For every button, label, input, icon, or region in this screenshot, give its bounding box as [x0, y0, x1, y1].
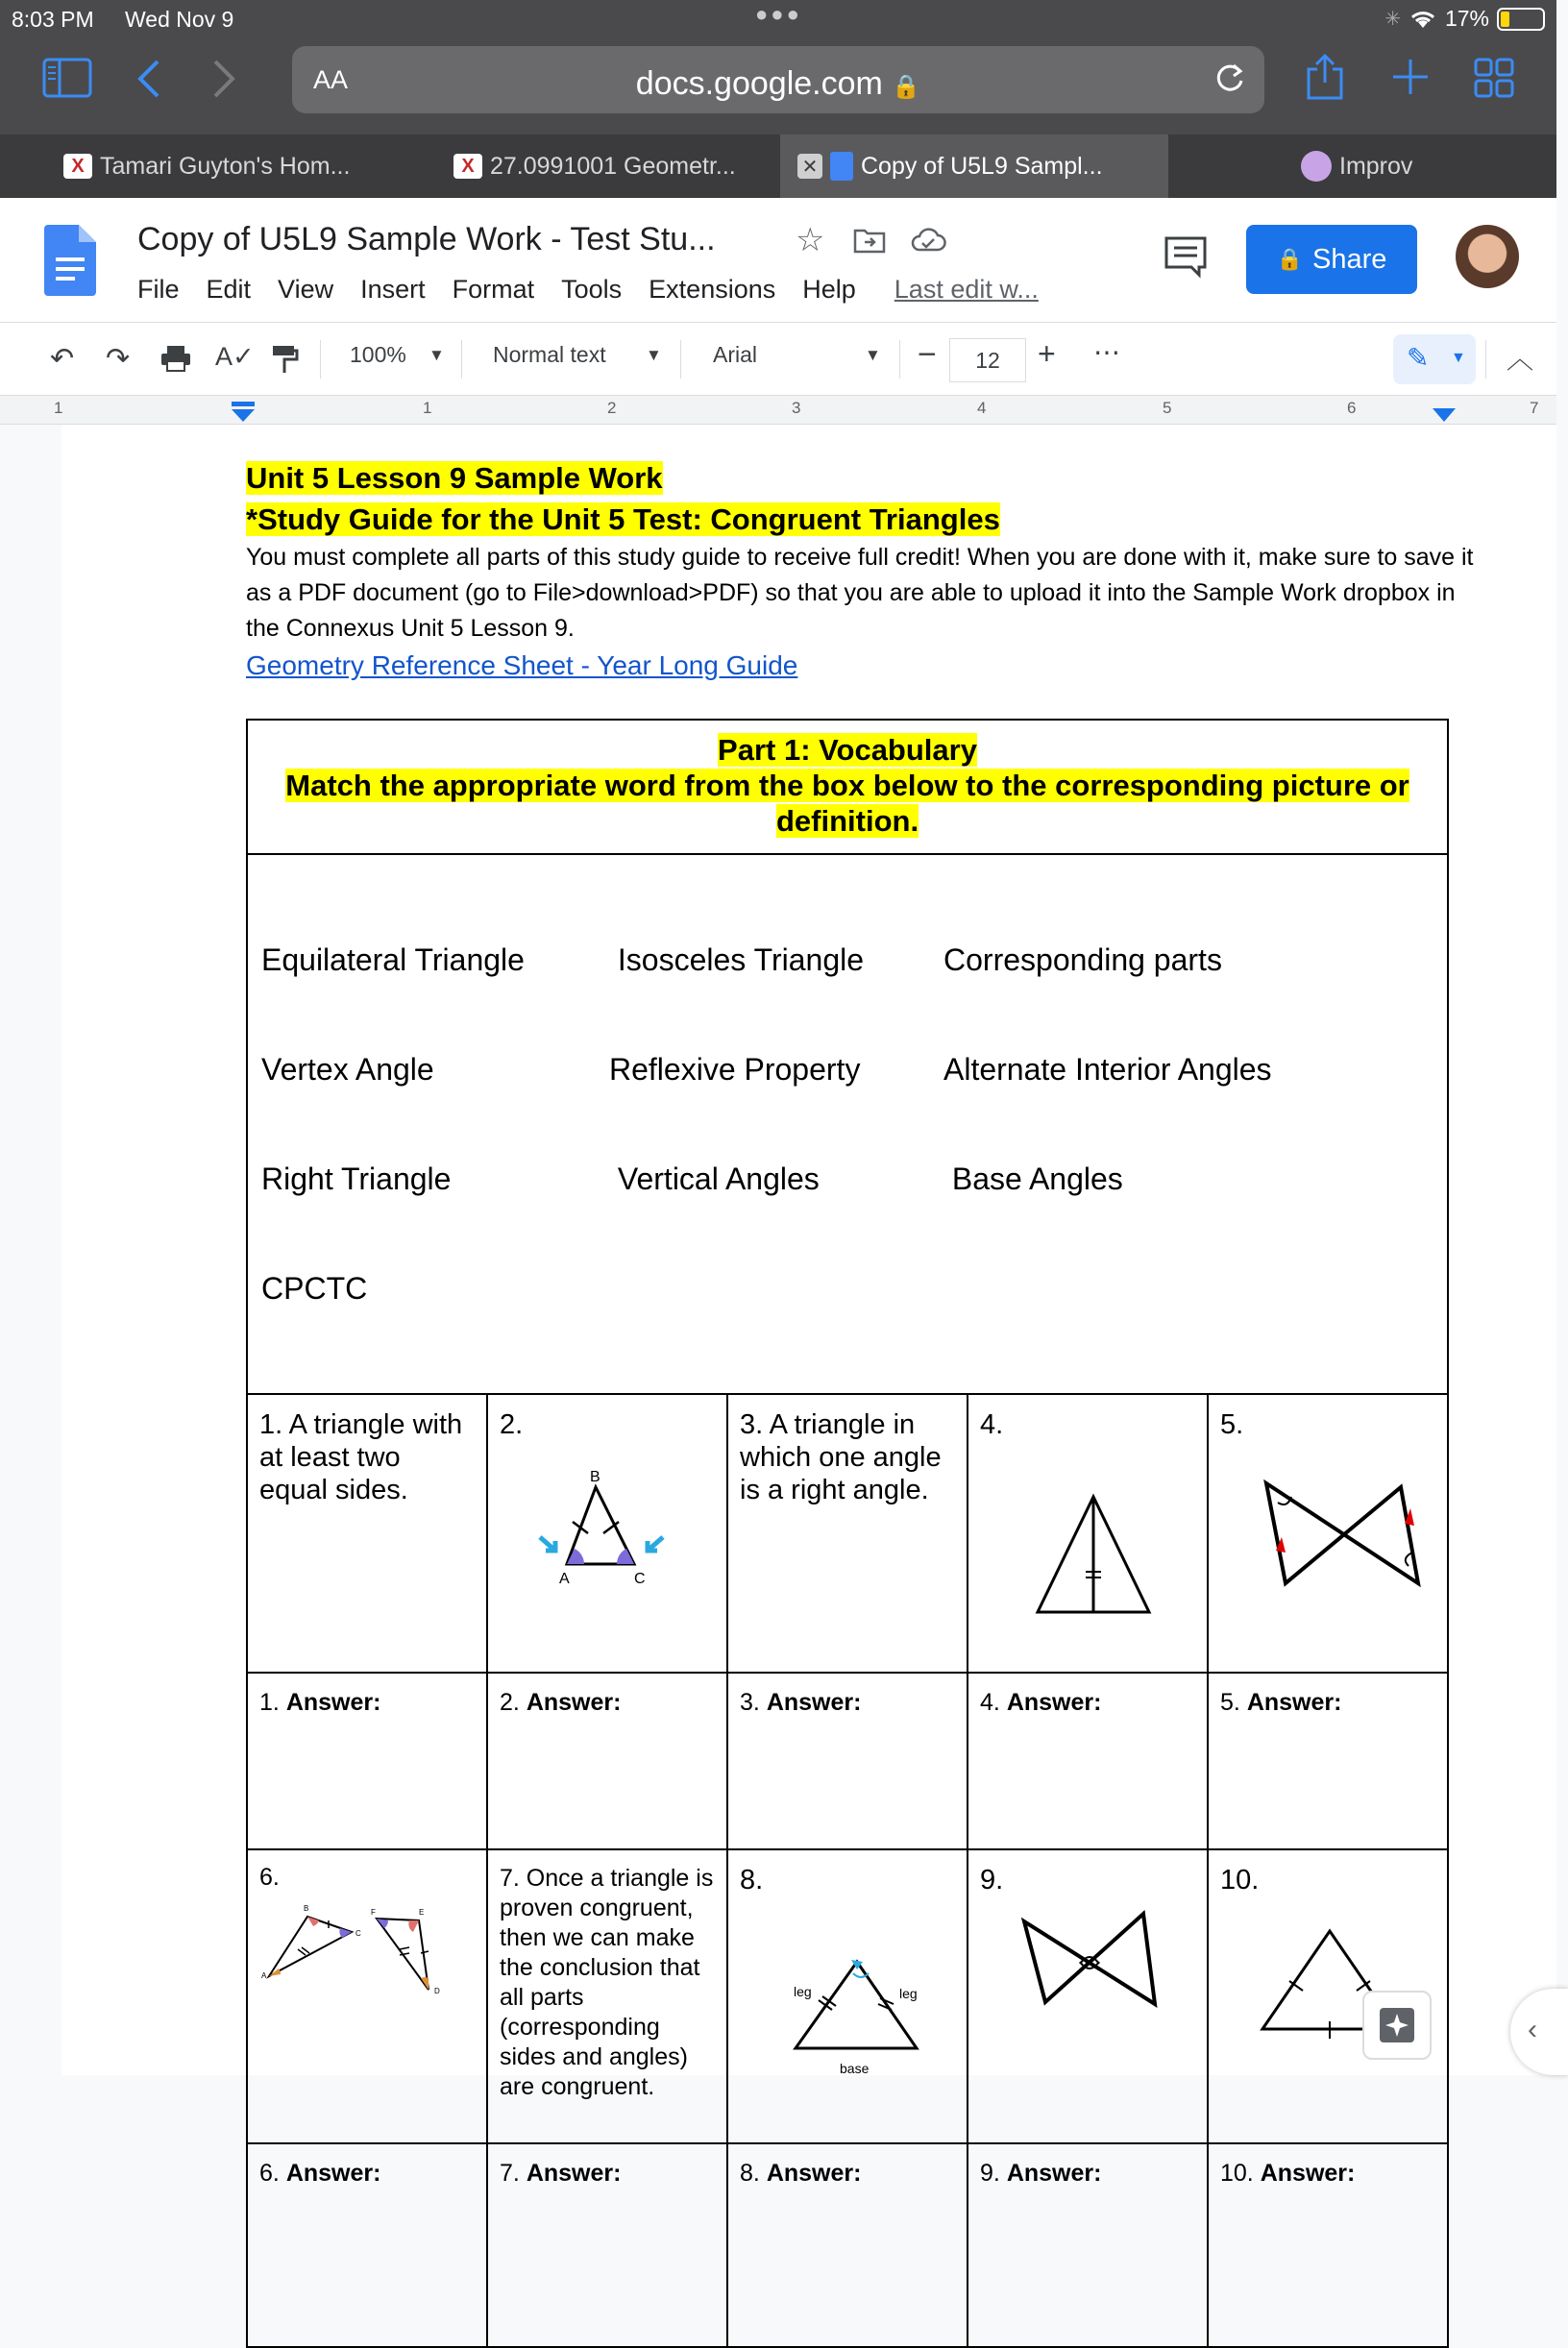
side-label: base — [840, 2061, 870, 2076]
question-3-text: 3. A triangle in which one angle is a right angle. — [740, 1409, 942, 1505]
move-icon[interactable] — [853, 227, 886, 254]
ruler-mark: 1 — [423, 399, 432, 417]
answer-cell-9[interactable] — [968, 2143, 1208, 2347]
forward-icon[interactable] — [209, 58, 238, 100]
word-bank-cell[interactable] — [247, 854, 1448, 1394]
battery-icon — [1497, 8, 1545, 31]
tab-docs-active[interactable] — [780, 135, 1168, 198]
word-bank-item: Reflexive Property — [609, 1052, 861, 1087]
last-edit-link[interactable]: Last edit w... — [894, 275, 1039, 304]
vertex-label: A — [261, 1971, 267, 1980]
word-bank-item: Right Triangle — [261, 1162, 452, 1196]
formatting-toolbar — [0, 323, 1556, 396]
menu-tools[interactable]: Tools — [561, 275, 623, 304]
tab-label: Copy of U5L9 Sampl... — [861, 152, 1103, 180]
question-cell-1[interactable] — [247, 1394, 487, 1673]
menu-file[interactable]: File — [137, 275, 180, 304]
heading-study-guide: *Study Guide for the Unit 5 Test: Congruent Triangles — [246, 502, 1000, 536]
answer-cell-8[interactable] — [727, 2143, 968, 2347]
answer-cell-10[interactable] — [1208, 2143, 1448, 2347]
tab-geometry[interactable] — [453, 135, 736, 198]
chevron-down-icon[interactable]: ▼ — [646, 346, 662, 364]
site-icon: X — [63, 154, 92, 179]
question-6-number: 6. — [259, 1864, 280, 1891]
reload-icon[interactable] — [1211, 60, 1249, 98]
isosceles-base-angles-figure — [500, 1449, 711, 1593]
answer-cell-4[interactable] — [968, 1673, 1208, 1849]
answer-9-label: 9. Answer: — [980, 2160, 1102, 2187]
ruler-mark: 2 — [607, 399, 617, 417]
word-bank-item: Corresponding parts — [943, 942, 1222, 977]
improv-favicon-icon — [1301, 151, 1332, 182]
answer-3-label: 3. Answer: — [740, 1689, 862, 1716]
chevron-down-icon[interactable]: ▼ — [865, 346, 881, 364]
more-options-icon[interactable]: ⋯ — [1093, 337, 1120, 367]
share-sheet-icon[interactable] — [1305, 54, 1345, 102]
vertex-label: A — [559, 1571, 570, 1587]
document-title[interactable]: Copy of U5L9 Sample Work - Test Stu... — [137, 221, 716, 257]
left-indent-marker-icon[interactable] — [231, 402, 256, 423]
vertex-label: B — [304, 1904, 309, 1913]
isosceles-reflexive-figure — [980, 1449, 1191, 1622]
heading-lesson: Unit 5 Lesson 9 Sample Work — [246, 461, 663, 495]
zoom-select[interactable]: 100% — [350, 342, 406, 367]
decrease-font-icon[interactable]: − — [918, 336, 937, 373]
word-bank-item: Equilateral Triangle — [261, 942, 525, 977]
star-icon[interactable]: ☆ — [796, 222, 825, 258]
corresponding-parts-figure — [259, 1899, 480, 2024]
vertical-angles-figure — [980, 1904, 1191, 2029]
word-bank-item: Alternate Interior Angles — [943, 1052, 1272, 1087]
tab-label: 27.0991001 Geometr... — [490, 152, 736, 180]
word-bank-item: Vertical Angles — [609, 1162, 820, 1196]
tab-homepage[interactable] — [63, 135, 350, 198]
paint-format-icon[interactable] — [269, 344, 298, 375]
menu-insert[interactable]: Insert — [360, 275, 426, 304]
part1-title: Part 1: Vocabulary — [718, 733, 977, 767]
close-tab-icon[interactable]: ✕ — [797, 154, 822, 179]
menu-bar — [137, 275, 1039, 305]
word-bank-item: Vertex Angle — [261, 1052, 434, 1087]
question-cell-3[interactable] — [727, 1394, 968, 1673]
tab-label: Tamari Guyton's Hom... — [100, 152, 351, 180]
site-icon: X — [453, 154, 482, 179]
question-cell-5[interactable] — [1208, 1394, 1448, 1673]
answer-7-label: 7. Answer: — [500, 2160, 622, 2187]
answer-cell-6[interactable] — [247, 2143, 487, 2347]
question-cell-6[interactable] — [247, 1849, 487, 2143]
vertex-label: D — [434, 1987, 440, 1995]
docs-favicon-icon — [830, 152, 853, 181]
answer-cell-3[interactable] — [727, 1673, 968, 1849]
answer-1-label: 1. Answer: — [259, 1689, 381, 1716]
vertex-label: E — [419, 1908, 425, 1917]
answer-4-label: 4. Answer: — [980, 1689, 1102, 1716]
question-cell-8[interactable] — [727, 1849, 968, 2143]
collapse-toolbar-icon[interactable]: ︿ — [1507, 344, 1534, 374]
menu-view[interactable]: View — [278, 275, 334, 304]
question-10-number: 10. — [1220, 1865, 1260, 1896]
battery-percent: 17% — [1444, 6, 1489, 31]
font-select[interactable]: Arial — [713, 342, 758, 367]
avatar[interactable] — [1456, 225, 1519, 288]
answer-8-label: 8. Answer: — [740, 2160, 862, 2187]
question-4-number: 4. — [980, 1409, 1004, 1440]
ruler-mark: 3 — [792, 399, 801, 417]
word-bank — [259, 868, 1435, 1380]
menu-format[interactable]: Format — [452, 275, 535, 304]
undo-icon[interactable]: ↶ — [50, 343, 75, 375]
question-cell-9[interactable] — [968, 1849, 1208, 2143]
style-select[interactable]: Normal text — [493, 342, 606, 367]
cloud-status-icon[interactable] — [911, 227, 945, 254]
lock-icon: 🔒 — [892, 74, 921, 100]
docs-header — [0, 198, 1556, 323]
activity-icon: ✳ — [1384, 9, 1401, 30]
tab-label: Improv — [1339, 152, 1413, 180]
answer-cell-1[interactable] — [247, 1673, 487, 1849]
tab-improv[interactable] — [1301, 135, 1412, 198]
ruler-mark: 4 — [977, 399, 987, 417]
safari-toolbar — [0, 38, 1556, 135]
document-body — [246, 457, 1514, 685]
question-2-number: 2. — [500, 1409, 524, 1440]
editing-mode-button[interactable] — [1393, 334, 1476, 384]
chevron-down-icon[interactable]: ▼ — [429, 346, 445, 364]
tab-strip — [0, 135, 1556, 198]
menu-help[interactable]: Help — [802, 275, 856, 304]
intro-paragraph: You must complete all parts of this study guide to receive full credit! When you are done with it, make sure to save it as a PDF document (go to File>download>PDF) so that you are able to upload it into the Sample Work dropbox in the Connexus Unit 5 Lesson 9. — [246, 544, 1474, 642]
ruler-mark: 1 — [54, 399, 63, 417]
question-cell-7[interactable] — [487, 1849, 727, 2143]
new-tab-icon[interactable] — [1391, 58, 1430, 96]
ruler-mark: 5 — [1163, 399, 1172, 417]
answer-10-label: 10. Answer: — [1220, 2160, 1356, 2187]
status-bar — [0, 0, 1556, 38]
vertex-label: B — [590, 1469, 600, 1485]
url-text: docs.google.com 🔒 — [635, 65, 921, 102]
sidebar-icon[interactable] — [42, 58, 92, 98]
chevron-left-icon: ‹ — [1528, 2014, 1537, 2045]
question-9-number: 9. — [980, 1865, 1004, 1896]
vertex-label: C — [634, 1571, 646, 1587]
answer-cell-2[interactable] — [487, 1673, 727, 1849]
question-5-number: 5. — [1220, 1409, 1244, 1440]
pencil-icon: ✎ — [1407, 343, 1430, 373]
ruler-mark: 7 — [1530, 399, 1539, 417]
comments-icon[interactable] — [1164, 236, 1207, 277]
vertex-angle-figure — [740, 1904, 951, 2087]
lock-icon: 🔒 — [1276, 247, 1303, 271]
redo-icon[interactable]: ↷ — [106, 343, 131, 375]
right-indent-marker-icon[interactable] — [1432, 407, 1457, 423]
vertex-label: F — [371, 1908, 376, 1917]
docs-logo-icon[interactable] — [44, 225, 96, 296]
increase-font-icon[interactable]: + — [1038, 336, 1056, 371]
font-size-input[interactable]: 12 — [949, 338, 1026, 382]
answer-cell-7[interactable] — [487, 2143, 727, 2347]
answer-6-label: 6. Answer: — [259, 2160, 381, 2187]
chevron-down-icon: ▼ — [1451, 350, 1466, 366]
answer-cell-5[interactable] — [1208, 1673, 1448, 1849]
side-label: leg — [899, 1986, 918, 2001]
text-size-button[interactable]: AA — [313, 65, 349, 94]
print-icon[interactable] — [159, 344, 192, 373]
question-8-number: 8. — [740, 1865, 764, 1896]
wifi-icon — [1409, 9, 1437, 30]
tab-overview-icon[interactable] — [1474, 58, 1514, 98]
sparkle-icon — [1378, 2006, 1416, 2044]
explore-button[interactable] — [1362, 1991, 1432, 2060]
multitasking-dots-icon[interactable]: ●●● — [755, 2, 802, 26]
reference-sheet-link[interactable]: Geometry Reference Sheet - Year Long Guide — [246, 650, 798, 680]
part1-header-cell[interactable] — [247, 720, 1448, 854]
share-label: Share — [1312, 243, 1387, 275]
status-time: 8:03 PM — [12, 7, 94, 32]
word-bank-item: Isosceles Triangle — [609, 942, 865, 977]
answer-5-label: 5. Answer: — [1220, 1689, 1342, 1716]
spellcheck-icon[interactable]: A✓ — [215, 342, 255, 371]
part1-instruction: Match the appropriate word from the box below to the corresponding picture or definition. — [285, 769, 1409, 838]
word-bank-item: CPCTC — [261, 1271, 368, 1306]
question-1-text: 1. A triangle with at least two equal sides. — [259, 1409, 463, 1505]
question-cell-4[interactable] — [968, 1394, 1208, 1673]
vocabulary-table — [246, 719, 1449, 2348]
word-bank-item: Base Angles — [943, 1162, 1123, 1196]
back-icon[interactable] — [135, 58, 163, 100]
ruler[interactable] — [0, 396, 1556, 425]
side-label: leg — [794, 1984, 812, 1999]
question-7-text: 7. Once a triangle is proven congruent, then we can make the conclusion that all parts (corresponding sides and angles) are congruent. — [500, 1865, 714, 2100]
status-date: Wed Nov 9 — [125, 7, 234, 32]
menu-extensions[interactable]: Extensions — [649, 275, 776, 304]
share-button[interactable] — [1246, 225, 1417, 294]
question-cell-2[interactable] — [487, 1394, 727, 1673]
answer-2-label: 2. Answer: — [500, 1689, 622, 1716]
address-bar[interactable] — [292, 46, 1264, 113]
ruler-mark: 6 — [1347, 399, 1357, 417]
alternate-interior-angles-figure — [1220, 1449, 1432, 1622]
vertex-label: C — [355, 1929, 361, 1938]
menu-edit[interactable]: Edit — [206, 275, 252, 304]
